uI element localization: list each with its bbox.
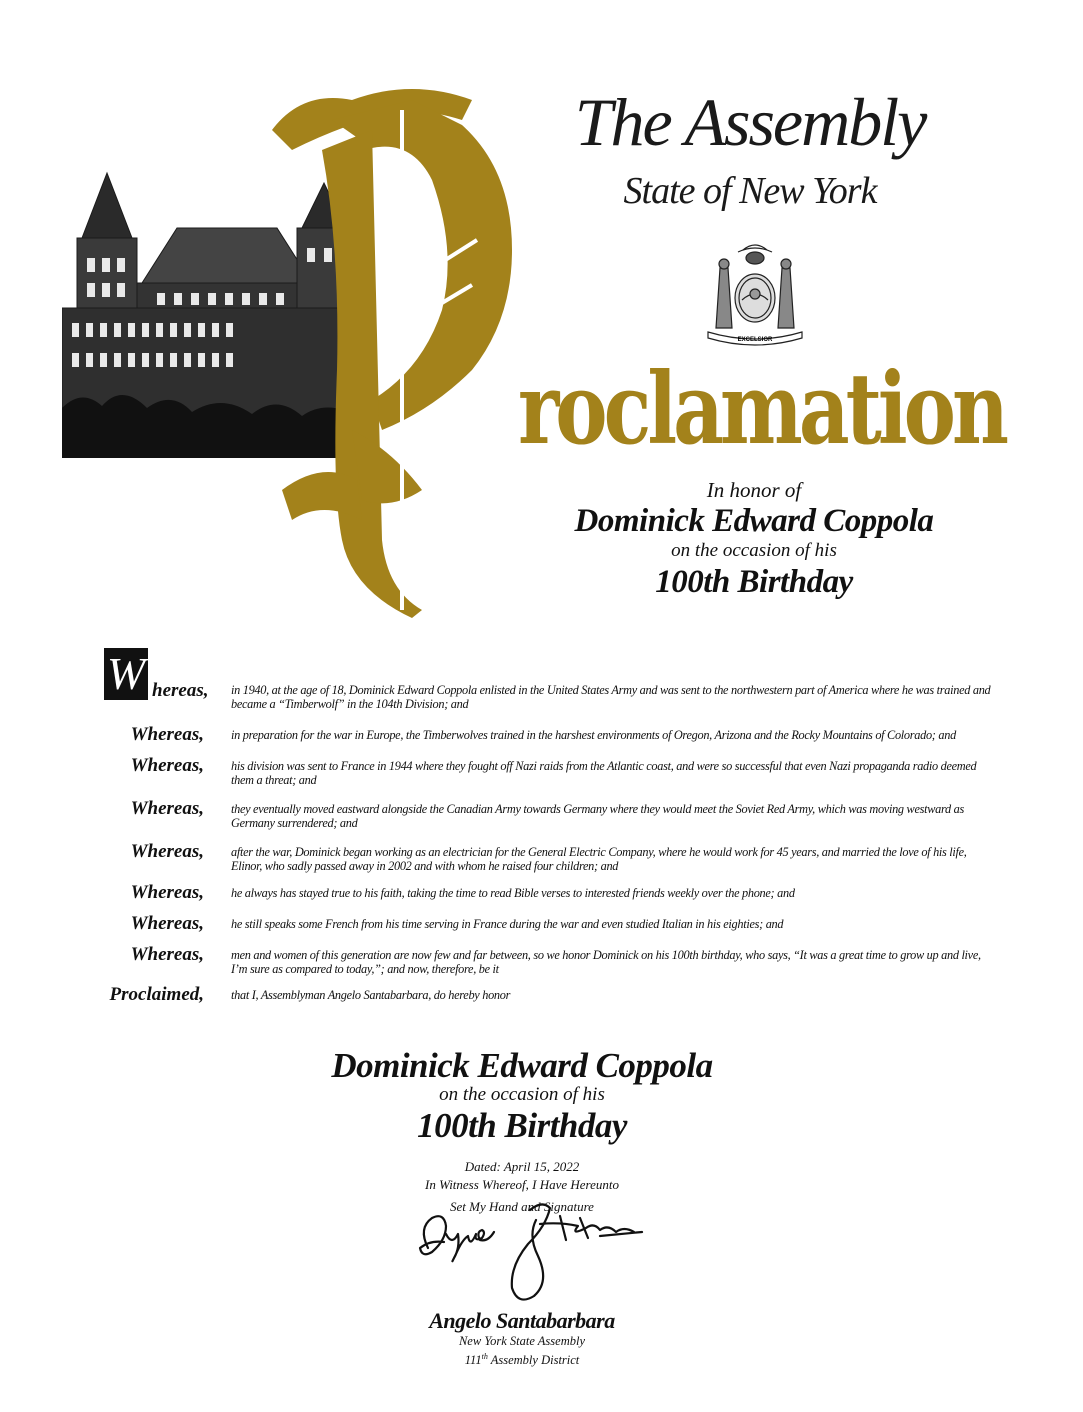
clause-label: Whereas, — [130, 724, 204, 745]
dated-line: Dated: April 15, 2022 — [464, 1159, 580, 1174]
clause-label: Whereas, — [130, 755, 204, 776]
new-york-state-seal — [698, 238, 812, 348]
clause-text: men and women of this generation are now few and far between, so we honor Dominick on his 100th birthday, who says, “It was a great time to grow up and live, I’m sure as compared to today,”; and now, therefore, be it — [231, 948, 981, 976]
clause-text: in 1940, at the age of 18, Dominick Edward Coppola enlisted in the United States Army and was sent to the northwestern part of America where he was trained and became a “Timberwolf” in the 104th Division; and — [231, 683, 991, 711]
closing-birthday: 100th Birthday — [417, 1106, 627, 1145]
closing-occasion: on the occasion of his — [439, 1084, 605, 1105]
seal-motto: EXCELSIOR — [737, 337, 773, 343]
whereas-clause — [100, 756, 1000, 787]
proclamation-heading: roclamation — [518, 352, 1005, 467]
honoree-block — [540, 478, 968, 602]
handwritten-signature — [410, 1196, 650, 1312]
honoree-name: Dominick Edward Coppola — [574, 503, 934, 539]
clause-text: he always has stayed true to his faith, taking the time to read Bible verses to interested friends weekly over the phone; and — [231, 886, 795, 900]
district-rest: Assembly District — [487, 1353, 580, 1368]
clause-label: Whereas, — [130, 841, 204, 862]
signer-organization: New York State Assembly — [458, 1334, 586, 1348]
whereas-clause — [100, 799, 1000, 830]
proclamation-initial-p-ornament — [262, 70, 542, 618]
clause-text: that I, Assemblyman Angelo Santabarbara, do hereby honor — [231, 988, 511, 1002]
closing-honoree-block — [250, 1046, 794, 1148]
signer-district — [370, 1349, 674, 1368]
clause-label: Whereas, — [130, 798, 204, 819]
clause-text: they eventually moved eastward alongside the Canadian Army towards Germany where they would meet the Soviet Red Army, which was moving westward as Germany surrendered; and — [231, 802, 964, 830]
whereas-clause — [100, 725, 1000, 747]
whereas-clause — [100, 842, 1000, 873]
proclaimed-clause — [100, 985, 1000, 1007]
assembly-title: The Assembly — [574, 84, 926, 160]
honor-intro: In honor of — [706, 478, 802, 502]
district-suffix: th — [481, 1352, 488, 1361]
state-subtitle: State of New York — [623, 170, 877, 212]
clause-text: he still speaks some French from his time serving in France during the war and even studied Italian in his eighties; and — [231, 917, 784, 931]
whereas-clause — [100, 883, 1000, 905]
proclamation-clauses — [100, 648, 1000, 1016]
whereas-clause — [100, 945, 1000, 976]
clause-label-rest: hereas, — [152, 680, 209, 701]
clause-text: in preparation for the war in Europe, the Timberwolves trained in the harshest environments of Oregon, Arizona and the Rocky Mountains of Colorado; and — [231, 728, 956, 742]
dropcap-box — [104, 648, 148, 700]
clause-label: Whereas, — [130, 913, 204, 934]
clause-text: his division was sent to France in 1944 where they fought off Nazi raids from the Atlantic coast, and were so successful that even Nazi propaganda radio deemed them a threat; and — [231, 759, 977, 787]
whereas-clause — [100, 914, 1000, 936]
clause-label: Whereas, — [130, 882, 204, 903]
district-number: 111 — [464, 1353, 482, 1368]
signature-line: Set My Hand and Signature — [450, 1199, 594, 1214]
witness-line: In Witness Whereof, I Have Hereunto — [425, 1177, 619, 1192]
whereas-clause — [100, 648, 1000, 711]
closing-honoree-name: Dominick Edward Coppola — [331, 1046, 713, 1085]
honor-birthday: 100th Birthday — [655, 564, 853, 600]
clause-label: Proclaimed, — [109, 984, 204, 1005]
honor-occasion: on the occasion of his — [671, 540, 837, 561]
signer-block — [370, 1308, 674, 1368]
clause-label: Whereas, — [130, 944, 204, 965]
clause-text: after the war, Dominick began working as an electrician for the General Electric Company, where he would work for 45 years, and married the love of his life, Elinor, who sadly passed away in 2002 and with whom he raised four children; and — [231, 845, 967, 873]
signer-name: Angelo Santabarbara — [429, 1308, 615, 1333]
dropcap-letter: W — [106, 648, 146, 699]
